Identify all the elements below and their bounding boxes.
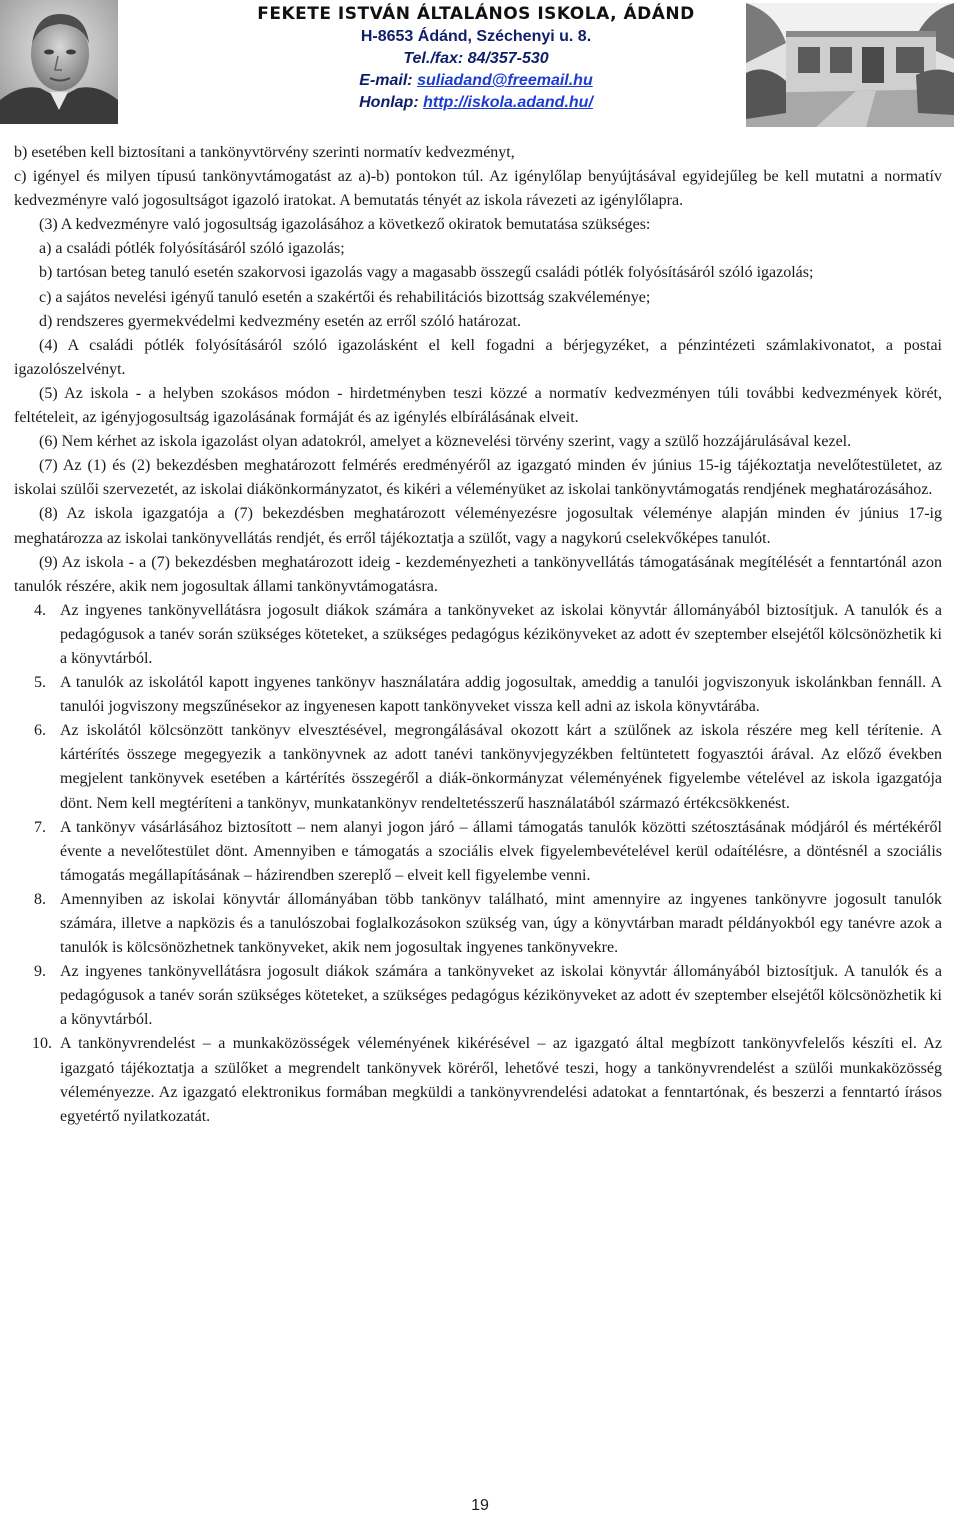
school-contact-block (236, 2, 716, 114)
list-item-text: Az ingyenes tankönyvellátásra jogosult diákok számára a tankönyveket az iskolai könyvtár állományából biztosítjuk. A tanulók és a pedagógusok a tanév során szükséges köteteket, a szükséges pedagógus kézikönyveket az adott év szeptember elsejétől kölcsönözhetik ki a könyvtárból. (60, 963, 942, 1029)
page-number: 19 (471, 1497, 489, 1514)
list-item-number: 7. (34, 818, 46, 836)
website-line (236, 92, 716, 114)
paragraph-3c: c) a sajátos nevelési igényű tanuló esetén a szakértői és rehabilitációs bizottság szakvéleménye; (39, 288, 651, 306)
list-item (14, 671, 942, 719)
telfax-label: Tel./fax: (403, 50, 464, 67)
list-item-text: A tankönyvrendelést – a munkaközösségek véleményének kikérésével – az igazgató által megbízott tankönyvfelelős készíti el. Az igazgató tájékoztatja a szülőket a megrendelt tankönyvek köréről, lehetővé teszi, hogy a tankönyvrendelést a szülői munkaközösség véleményezze. Az igazgató elektronikus formában megküldi a tankönyvrendelési adatokat a fenntartónak, és beszerzi a fenntartó írásos egyetértő nyilatkozatát. (60, 1035, 942, 1125)
school-name: FEKETE ISTVÁN ÁLTALÁNOS ISKOLA, ÁDÁND (257, 4, 695, 24)
paragraph-7: (7) Az (1) és (2) bekezdésben meghatározott felmérés eredményéről az igazgató minden év június 15-ig tájékoztatja nevelőtestületet, az iskolai szülői szervezetét, az iskolai diákönkormányzatot, és kikéri a véleményüket az iskolai tankönyvtámogatás rendjének meghatározásához. (14, 457, 942, 499)
list-item-text: A tanulók az iskolától kapott ingyenes tankönyv használatára addig jogosultak, ameddig a tanulói jogviszonyuk iskolánkban fennáll. A tanulói jogviszony megszűnésekor az ingyenesen kapott tankönyveket vissza kell adni az iskola könyvtárába. (60, 674, 942, 716)
paragraph-3d: d) rendszeres gyermekvédelmi kedvezmény esetén az erről szóló határozat. (39, 312, 521, 330)
paragraph-3b: b) tartósan beteg tanuló esetén szakorvosi igazolás vagy a magasabb összegű családi pótlék folyósításáról szóló igazolás; (39, 264, 814, 282)
list-item (14, 816, 942, 888)
document-body (14, 141, 942, 1129)
list-item-text: Az iskolától kölcsönzött tankönyv elvesztésével, megrongálásával okozott kárt a szülőnek az iskola részére meg kell térítenie. A kártérítés összege megegyezik a tankönyvnek az adott tanévi tankönyvjegyzékben feltüntetett fogyasztói árával. Az előző években megjelent tankönyvek esetében a kártérítés összegéről a diák-önkormányzat véleményének figyelembe vételével az iskola igazgatója dönt. Nem kell megtéríteni a tankönyv, munkatankönyv rendeltetésszerű használatából származó értékcsökkenést. (60, 722, 942, 812)
email-link[interactable]: suliadand@freemail.hu (417, 72, 593, 89)
list-item (14, 1032, 942, 1128)
paragraph-5: (5) Az iskola - a helyben szokásos módon - hirdetményben teszi közzé a normatív kedvezményen túli további kedvezmények körét, feltételeit, az igényjogosultság igazolásának formáját és az igénylés elbírálásának elveit. (14, 384, 942, 427)
list-item-number: 6. (34, 722, 46, 740)
school-address: H-8653 Ádánd, Széchenyi u. 8. (360, 28, 592, 45)
numbered-list (14, 599, 942, 1129)
list-item-text: A tankönyv vásárlásához biztosított – nem alanyi jogon járó – állami támogatás tanulók közötti szétosztásának módjáról és mértékéről évente a nevelőtestület dönt. Amennyiben e támogatás a szociális elvek figyelembevételével kerül odaítélésre, a döntésnél a szociális támogatás megállapításának – házirendben szereplő – elveit kell figyelembe venni. (60, 818, 942, 884)
telfax-value: 84/357-530 (467, 50, 549, 67)
list-item-text: Az ingyenes tankönyvellátásra jogosult diákok számára a tankönyveket az iskolai könyvtár állományából biztosítjuk. A tanulók és a pedagógusok a tanév során szükséges köteteket, a szükséges pedagógus kézikönyveket az adott év szeptember elsejétől kölcsönözhetik ki a könyvtárból. (60, 601, 942, 667)
founder-portrait-photo (0, 0, 118, 124)
list-item-number: 4. (34, 601, 46, 619)
paragraph-3a: a) a családi pótlék folyósításáról szóló igazolás; (39, 240, 345, 258)
list-item (14, 599, 942, 671)
list-item-number: 9. (34, 963, 46, 981)
list-item (14, 888, 942, 960)
website-link[interactable]: http://iskola.adand.hu/ (423, 94, 593, 111)
paragraph-9: (9) Az iskola - a (7) bekezdésben meghatározott ideig - kezdeményezheti a tankönyvellátás támogatásának megítélését a fenntartónál azon tanulók részére, akik nem jogosultak állami tankönyvtámogatásra. (14, 553, 942, 595)
paragraph-6: (6) Nem kérhet az iskola igazolást olyan adatokról, amelyet a köznevelési törvény szerint, vagy a szülő hozzájárulásával kezel. (39, 433, 852, 451)
letterhead (0, 0, 960, 128)
website-label: Honlap: (359, 94, 419, 111)
list-item-text: Amennyiben az iskolai könyvtár állományában több tankönyv található, mint amennyire az ingyenes tankönyvre jogosult tanulók számára, illetve a napközis és a tanulószobai foglalkozásokon szükség van, úgy a könyvtárban maradt példányokból egy tanévre azok a tanulók is kölcsönözhetnek tankönyveket, akik nem jogosultak ingyenes tankönyvekre. (60, 890, 942, 957)
school-building-photo (746, 3, 954, 127)
list-item-number: 10. (32, 1035, 52, 1053)
email-label: E-mail: (359, 72, 413, 89)
paragraph-3: (3) A kedvezményre való jogosultság igazolásához a következő okiratok bemutatása szükséges: (39, 216, 651, 234)
list-item (14, 719, 942, 815)
list-item (14, 960, 942, 1032)
paragraph-8: (8) Az iskola igazgatója a (7) bekezdésben meghatározott véleményezésre jogosultak véleménye alapján minden év június 17-ig meghatározza az iskolai tankönyvellátás rendjét, és erről tájékoztatja a szülőt, vagy a nagykorú cselekvőképes tanulót. (14, 505, 942, 547)
list-item-number: 5. (34, 674, 46, 692)
email-line (236, 70, 716, 92)
telfax-line (236, 48, 716, 70)
list-item-number: 8. (34, 890, 46, 908)
paragraph-c: c) igényel és milyen típusú tankönyvtámogatást az a)-b) pontokon túl. Az igénylőlap benyújtásával egyidejűleg be kell mutatni a normatív kedvezményre való jogosultságot igazoló iratokat. A bemutatás tényét az iskola rávezeti az igénylőlapra. (14, 168, 942, 210)
paragraph-b: b) esetében kell biztosítani a tankönyvtörvény szerinti normatív kedvezményt, (14, 144, 515, 161)
paragraph-4: (4) A családi pótlék folyósításáról szóló igazolásként el kell fogadni a bérjegyzéket, a pénzintézeti számlakivonatot, a postai igazolószelvényt. (14, 336, 942, 378)
